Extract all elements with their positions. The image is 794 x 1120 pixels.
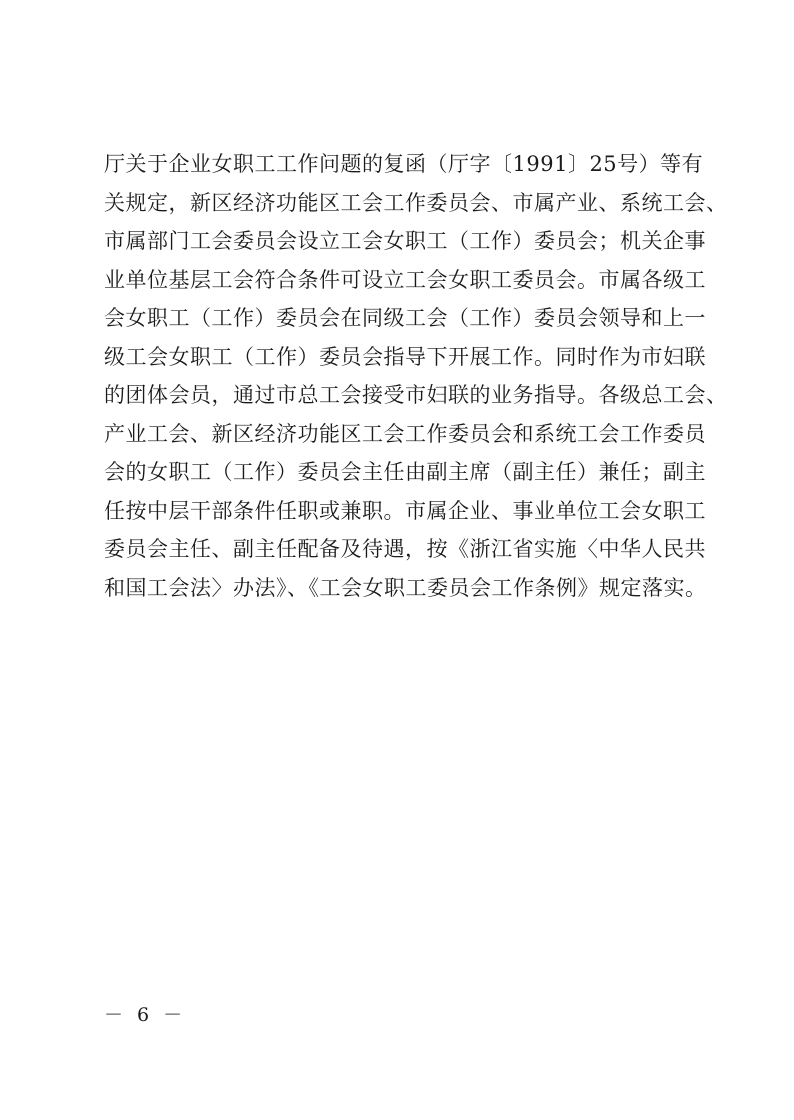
paragraph-line: 级工会女职工（工作）委员会指导下开展工作。同时作为市妇联: [104, 344, 706, 369]
paragraph-line: 产业工会、新区经济功能区工会工作委员会和系统工会工作委员: [104, 421, 706, 446]
paragraph-line: 会女职工（工作）委员会在同级工会（工作）委员会领导和上一: [104, 306, 706, 330]
paragraph-line: 和国工会法〉办法》、《工会女职工委员会工作条例》规定落实。: [104, 575, 707, 600]
paragraph-line: 厅关于企业女职工工作问题的复函（厅字〔1991〕25号）等有: [104, 152, 704, 176]
paragraph-line: 关规定，新区经济功能区工会工作委员会、市属产业、系统工会、: [104, 190, 728, 215]
paragraph-line: 的团体会员，通过市总工会接受市妇联的业务指导。各级总工会、: [104, 383, 728, 407]
paragraph-line: 任按中层干部条件任职或兼职。市属企业、事业单位工会女职工: [104, 498, 706, 523]
page-number: － 6 －: [104, 1004, 187, 1026]
paragraph-line: 会的女职工（工作）委员会主任由副主席（副主任）兼任；副主: [104, 460, 706, 484]
paragraph-line: 委员会主任、副主任配备及待遇，按《浙江省实施〈中华人民共: [104, 537, 706, 561]
paragraph-line: 市属部门工会委员会设立工会女职工（工作）委员会；机关企事: [104, 229, 706, 253]
paragraph-line: 业单位基层工会符合条件可设立工会女职工委员会。市属各级工: [104, 267, 706, 292]
body-paragraph: [104, 145, 728, 607]
